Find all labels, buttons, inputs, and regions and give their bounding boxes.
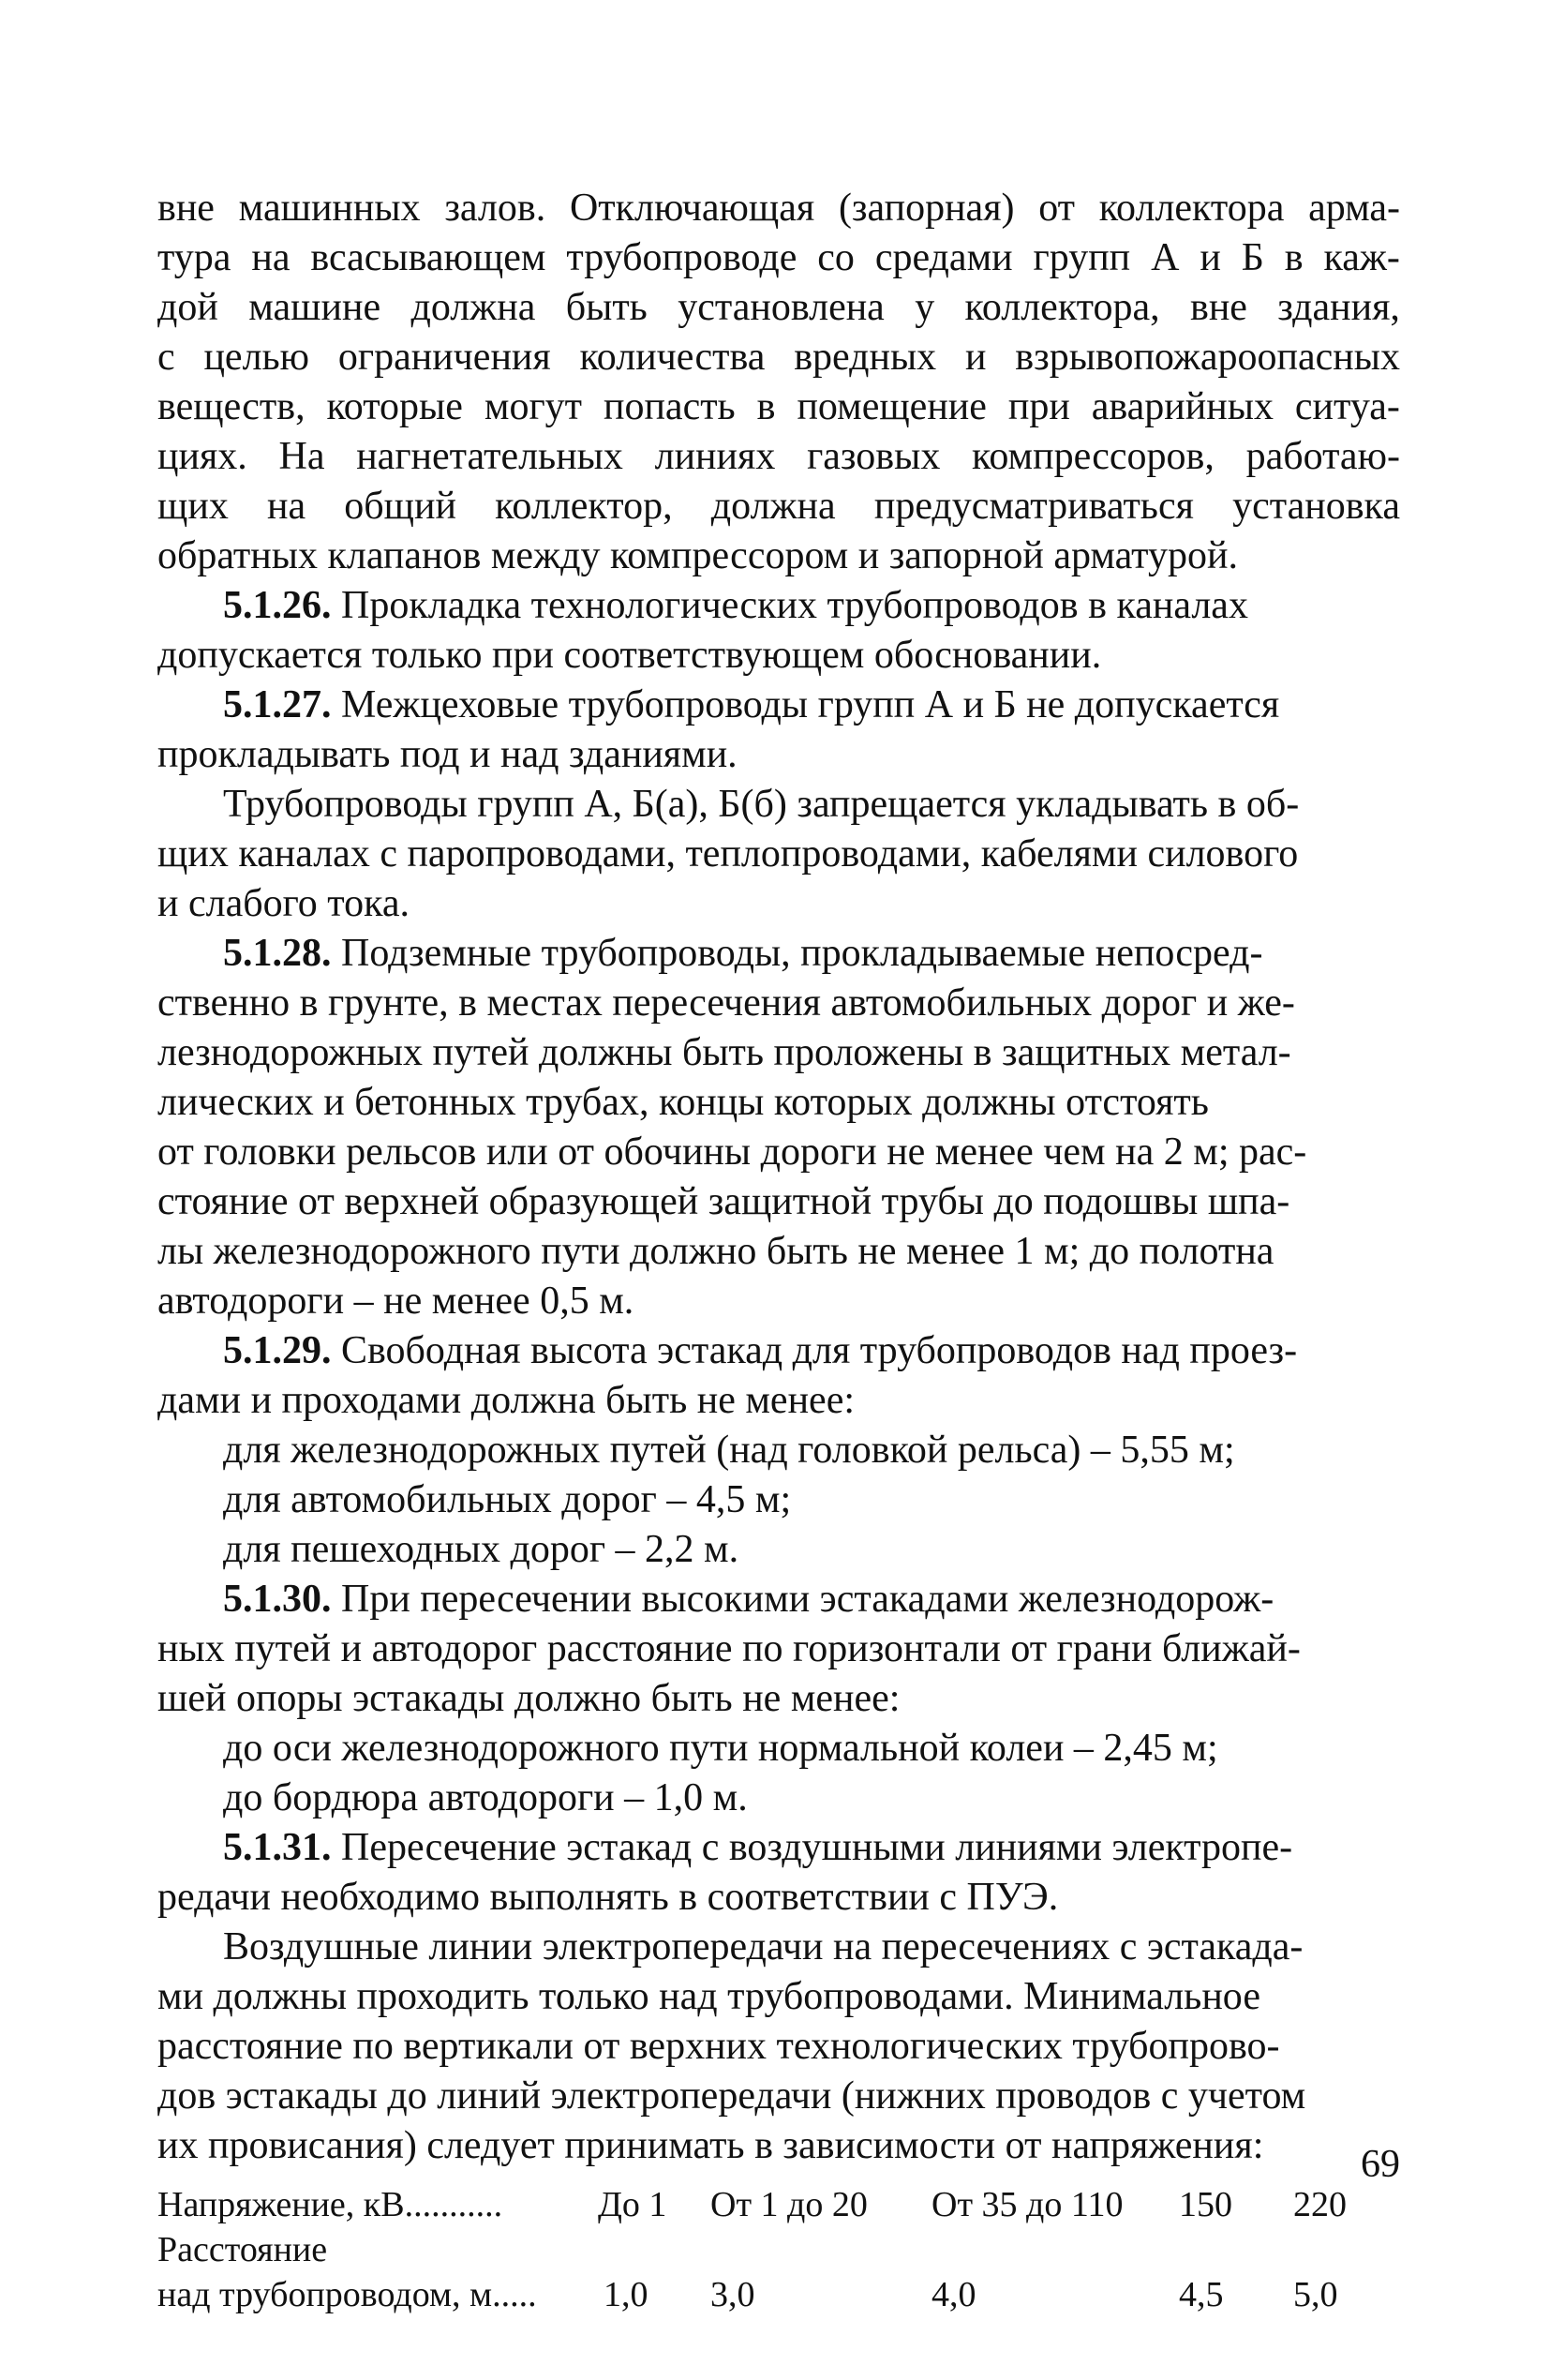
- word: трубопроводе: [566, 236, 797, 279]
- word: компрессоров,: [972, 435, 1215, 478]
- table-row-label: над трубопроводом, м.....: [157, 2275, 537, 2314]
- table-cell: 150: [1179, 2185, 1232, 2224]
- word: групп: [1033, 236, 1131, 279]
- word: должна: [410, 286, 536, 329]
- clause-5-1-31-line: [157, 1823, 1400, 1873]
- table-cell: 4,5: [1179, 2275, 1224, 2314]
- word: помещение: [797, 385, 987, 428]
- text-line: шей опоры эстакады должно быть не менее:: [157, 1677, 901, 1720]
- word: и: [1200, 236, 1221, 279]
- text-line: [157, 333, 1400, 382]
- word: коллектора,: [964, 286, 1160, 329]
- word: при: [1007, 385, 1070, 428]
- word: коллектора: [1098, 187, 1285, 230]
- table-cell: 5,0: [1293, 2275, 1338, 2314]
- word: аварийных: [1091, 385, 1274, 428]
- text-line: их провисания) следует принимать в зависимости от напряжения:: [157, 2124, 1264, 2167]
- paragraph-start-line: Воздушные линии электропередачи на пересечениях с эстакада-: [223, 1925, 1304, 1968]
- word: машине: [248, 286, 381, 329]
- list-item: для железнодорожных путей (над головкой рельса) – 5,55 м;: [223, 1429, 1235, 1472]
- word: попасть: [603, 385, 736, 428]
- word: которые: [326, 385, 463, 428]
- list-item: для автомобильных дорог – 4,5 м;: [223, 1478, 792, 1521]
- word: здания,: [1277, 286, 1400, 329]
- word: коллектор,: [495, 485, 673, 528]
- word: и: [964, 336, 987, 379]
- word: вредных: [794, 336, 937, 379]
- word: дой: [157, 286, 218, 329]
- clause-5-1-29-line: [157, 1326, 1400, 1376]
- table-cell: 3,0: [710, 2275, 755, 2314]
- clause-number: 5.1.26.: [223, 584, 332, 627]
- word: А: [1151, 236, 1180, 279]
- word: веществ,: [157, 385, 306, 428]
- word: общий: [344, 485, 456, 528]
- word: со: [817, 236, 855, 279]
- word: тура: [157, 236, 231, 279]
- text-line: [157, 382, 1400, 432]
- clause-text: Прокладка технологических трубопроводов в каналах: [331, 584, 1248, 627]
- document-body: [157, 184, 1400, 2317]
- word: залов.: [444, 187, 546, 230]
- clause-number: 5.1.31.: [223, 1826, 332, 1869]
- word: (запорная): [838, 187, 1015, 230]
- word: взрывопожароопасных: [1015, 336, 1400, 379]
- text-line: обратных клапанов между компрессором и запорной арматурой.: [157, 534, 1238, 577]
- word: На: [278, 435, 325, 478]
- paragraph-start-line: Трубопроводы групп А, Б(а), Б(б) запрещается укладывать в об-: [223, 783, 1300, 826]
- word: должна: [710, 485, 836, 528]
- text-line: стояние от верхней образующей защитной трубы до подошвы шпа-: [157, 1180, 1290, 1223]
- word: установлена: [678, 286, 885, 329]
- text-line: расстояние по вертикали от верхних технологических трубопрово-: [157, 2025, 1280, 2068]
- text-line: [157, 233, 1400, 283]
- text-line: ственно в грунте, в местах пересечения автомобильных дорог и же-: [157, 981, 1295, 1025]
- word: нагнетательных: [356, 435, 623, 478]
- text-line: ных путей и автодорог расстояние по горизонтали от грани ближай-: [157, 1627, 1301, 1670]
- text-line: от головки рельсов или от обочины дороги не менее чем на 2 м; рас-: [157, 1130, 1307, 1174]
- clause-5-1-26-line: [157, 581, 1400, 631]
- word: целью: [203, 336, 310, 379]
- text-line: щих каналах с паропроводами, теплопроводами, кабелями силового: [157, 832, 1299, 876]
- table-row-label: Напряжение, кВ...........: [157, 2185, 503, 2224]
- table-row-distance-heading: [157, 2227, 1400, 2272]
- table-cell: 220: [1293, 2185, 1347, 2224]
- clause-text: Свободная высота эстакад для трубопроводов над проез-: [331, 1329, 1298, 1372]
- text-line: [157, 482, 1400, 531]
- clause-5-1-27-line: [157, 681, 1400, 730]
- page-number: 69: [1361, 2143, 1400, 2186]
- word: ситуа-: [1294, 385, 1400, 428]
- clause-text: При пересечении высокими эстакадами железнодорож-: [331, 1578, 1274, 1621]
- word: с: [157, 336, 175, 379]
- word: линиях: [654, 435, 776, 478]
- word: быть: [565, 286, 648, 329]
- word: вне: [157, 187, 215, 230]
- word: вне: [1189, 286, 1247, 329]
- word: на: [251, 236, 291, 279]
- word: на: [267, 485, 306, 528]
- table-cell: 1,0: [604, 2275, 648, 2314]
- text-line: дами и проходами должна быть не менее:: [157, 1379, 856, 1422]
- clause-number: 5.1.27.: [223, 683, 332, 726]
- list-item: для пешеходных дорог – 2,2 м.: [223, 1528, 739, 1571]
- word: газовых: [807, 435, 941, 478]
- word: циях.: [157, 435, 247, 478]
- word: могут: [484, 385, 583, 428]
- word: машинных: [238, 187, 421, 230]
- word: всасывающем: [310, 236, 546, 279]
- word: ограничения: [337, 336, 551, 379]
- table-cell: От 1 до 20: [710, 2185, 868, 2224]
- word: Отключающая: [569, 187, 815, 230]
- clause-text: Межцеховые трубопроводы групп А и Б не допускается: [331, 683, 1280, 726]
- word: в: [1284, 236, 1304, 279]
- table-cell: До 1: [598, 2185, 667, 2224]
- list-item: до бордюра автодороги – 1,0 м.: [223, 1776, 748, 1819]
- clause-text: Пересечение эстакад с воздушными линиями электропе-: [331, 1826, 1293, 1869]
- text-line: дов эстакады до линий электропередачи (нижних проводов с учетом: [157, 2074, 1306, 2118]
- voltage-distance-table: [157, 2182, 1400, 2317]
- text-line: автодороги – не менее 0,5 м.: [157, 1280, 634, 1323]
- clause-text: Подземные трубопроводы, прокладываемые непосред-: [331, 932, 1263, 975]
- word: арма-: [1308, 187, 1400, 230]
- text-line: ми должны проходить только над трубопроводами. Минимальное: [157, 1975, 1260, 2018]
- word: щих: [157, 485, 229, 528]
- word: средами: [874, 236, 1013, 279]
- text-line: допускается только при соответствующем обосновании.: [157, 634, 1102, 677]
- word: предусматриваться: [873, 485, 1194, 528]
- word: работаю-: [1245, 435, 1400, 478]
- table-row-label: Расстояние: [157, 2230, 328, 2269]
- text-line: редачи необходимо выполнять в соответствии с ПУЭ.: [157, 1876, 1059, 1919]
- word: в: [756, 385, 776, 428]
- text-line: лезнодорожных путей должны быть проложены в защитных метал-: [157, 1031, 1291, 1074]
- text-line: [157, 283, 1400, 333]
- text-line: прокладывать под и над зданиями.: [157, 733, 738, 776]
- text-line: лических и бетонных трубах, концы которых должны отстоять: [157, 1081, 1209, 1124]
- word: у: [915, 286, 935, 329]
- text-line: лы железнодорожного пути должно быть не менее 1 м; до полотна: [157, 1230, 1274, 1273]
- table-cell: 4,0: [931, 2275, 976, 2314]
- clause-5-1-30-line: [157, 1575, 1400, 1624]
- word: установка: [1232, 485, 1400, 528]
- table-row-voltage: [157, 2182, 1400, 2227]
- list-item: до оси железнодорожного пути нормальной колеи – 2,45 м;: [223, 1727, 1218, 1770]
- word: количества: [579, 336, 766, 379]
- table-cell: От 35 до 110: [931, 2185, 1124, 2224]
- word: Б: [1241, 236, 1264, 279]
- clause-5-1-28-line: [157, 929, 1400, 979]
- text-line: и слабого тока.: [157, 882, 410, 925]
- clause-number: 5.1.28.: [223, 932, 332, 975]
- text-line: [157, 432, 1400, 482]
- clause-number: 5.1.30.: [223, 1578, 332, 1621]
- table-row-distance: [157, 2272, 1400, 2317]
- clause-number: 5.1.29.: [223, 1329, 332, 1372]
- word: каж-: [1323, 236, 1400, 279]
- word: от: [1038, 187, 1076, 230]
- text-line: [157, 184, 1400, 233]
